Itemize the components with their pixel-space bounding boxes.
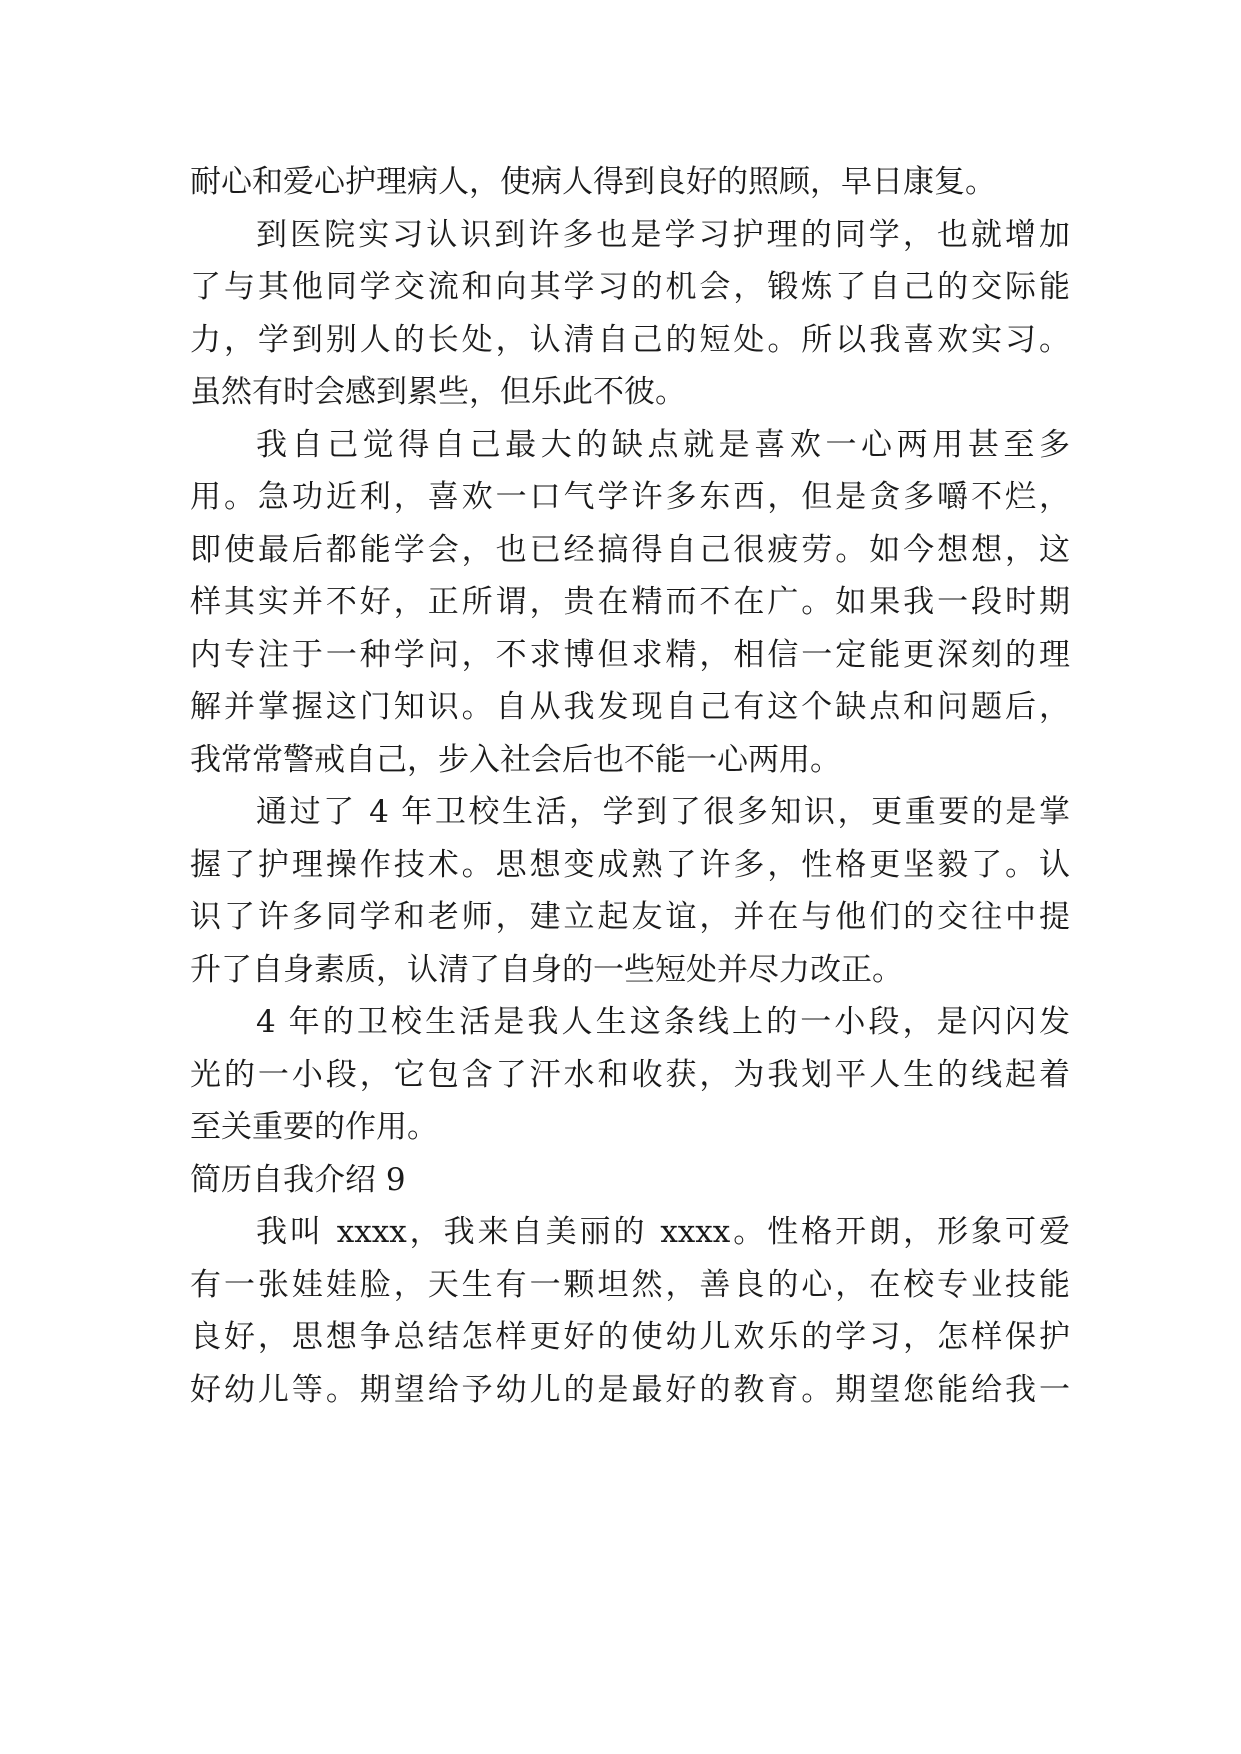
paragraph-line: 有一张娃娃脸，天生有一颗坦然，善良的心，在校专业技能 — [190, 1266, 1070, 1303]
section-heading: 简历自我介绍 9 — [190, 1161, 406, 1198]
paragraph-line: 我自己觉得自己最大的缺点就是喜欢一心两用甚至多 — [256, 426, 1070, 463]
paragraph-line: 耐心和爱心护理病人，使病人得到良好的照顾，早日康复。 — [190, 164, 996, 200]
document-body — [190, 156, 1070, 1416]
paragraph-line: 识了许多同学和老师，建立起友谊，并在与他们的交往中提 — [190, 899, 1070, 935]
paragraph-line: 用。急功近利，喜欢一口气学许多东西，但是贪多嚼不烂， — [190, 479, 1070, 515]
paragraph-line: 到医院实习认识到许多也是学习护理的同学，也就增加 — [256, 216, 1070, 253]
paragraph-line: 好幼儿等。期望给予幼儿的是最好的教育。期望您能给我一 — [190, 1371, 1070, 1408]
paragraph-line: 了与其他同学交流和向其学习的机会，锻炼了自己的交际能 — [190, 269, 1070, 305]
paragraph-line: 力，学到别人的长处，认清自己的短处。所以我喜欢实习。 — [190, 321, 1070, 358]
paragraph-line: 升了自身素质，认清了自身的一些短处并尽力改正。 — [190, 951, 903, 988]
paragraph-line: 握了护理操作技术。思想变成熟了许多，性格更坚毅了。认 — [190, 846, 1070, 883]
paragraph-line: 通过了 4 年卫校生活，学到了很多知识，更重要的是掌 — [256, 794, 1070, 830]
paragraph-line: 解并掌握这门知识。自从我发现自己有这个缺点和问题后， — [190, 689, 1070, 725]
paragraph-line: 4 年的卫校生活是我人生这条线上的一小段，是闪闪发 — [256, 1004, 1070, 1040]
paragraph-line: 我常常警戒自己，步入社会后也不能一心两用。 — [190, 741, 841, 778]
paragraph-line: 内专注于一种学问，不求博但求精，相信一定能更深刻的理 — [190, 636, 1070, 673]
paragraph-line: 虽然有时会感到累些，但乐此不彼。 — [190, 374, 686, 410]
paragraph-line: 样其实并不好，正所谓，贵在精而不在广。如果我一段时期 — [190, 584, 1070, 620]
paragraph-line: 良好，思想争总结怎样更好的使幼儿欢乐的学习，怎样保护 — [190, 1319, 1070, 1355]
paragraph-line: 即使最后都能学会，也已经搞得自己很疲劳。如今想想，这 — [190, 531, 1070, 568]
paragraph-line: 光的一小段，它包含了汗水和收获，为我划平人生的线起着 — [190, 1056, 1070, 1093]
paragraph-line: 我叫 xxxx，我来自美丽的 xxxx。性格开朗，形象可爱 — [256, 1214, 1070, 1250]
paragraph-line: 至关重要的作用。 — [190, 1109, 438, 1145]
